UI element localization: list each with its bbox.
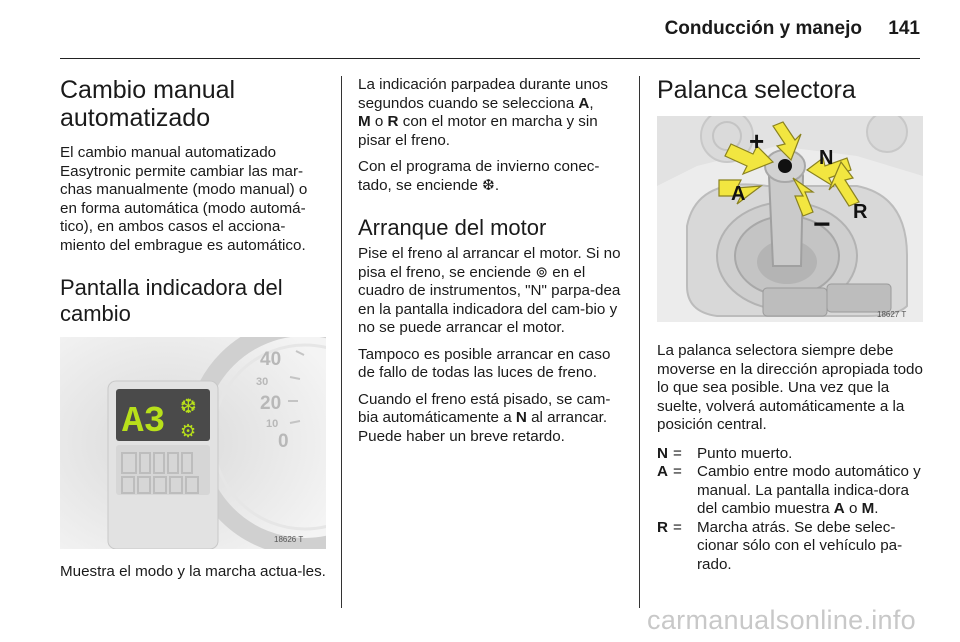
section-title-palanca: Palanca selectora xyxy=(657,76,856,104)
gear-display-figure xyxy=(60,337,326,549)
paragraph-pise-freno: Pise el freno al arrancar el motor. Si no pisa el freno, se enciende ⊚ en el cuadro de instrumentos, "N" parpa-dea en la pantalla indicadora del cam-bio y no se puede arrancar el motor. xyxy=(358,245,621,336)
header-rule xyxy=(60,58,920,59)
position-definitions xyxy=(657,445,923,575)
section-title-cambio-manual: Cambio manual automatizado xyxy=(60,76,236,132)
brake-warning-icon: ⊚ xyxy=(535,263,549,281)
column-3 xyxy=(657,76,923,574)
label-n: N xyxy=(819,147,834,169)
selector-lever-illustration xyxy=(657,116,923,322)
paragraph-indicacion: La indicación parpadea durante unos segundos cuando se selecciona A, M o R con el motor en marcha y sin pisar el freno. xyxy=(358,76,608,149)
label-minus: − xyxy=(813,208,831,241)
figure-caption: Muestra el modo y la marcha actua-les. xyxy=(60,563,326,580)
lever-center-dot xyxy=(778,159,792,173)
column-1 xyxy=(60,76,326,590)
paragraph-luces-freno: Tampoco es posible arrancar en caso de fallo de todas las luces de freno. xyxy=(358,345,611,381)
paragraph-freno-pisado: Cuando el freno está pisado, se cam-bia automáticamente a N al arrancar. Puede haber un breve retardo. xyxy=(358,390,611,445)
watermark: carmanualsonline.info xyxy=(647,605,916,635)
column-divider-2 xyxy=(639,76,640,608)
section-title-arranque: Arranque del motor xyxy=(358,215,547,240)
definition-r: R = Marcha atrás. Se debe selec-cionar sólo con el vehículo pa-rado. xyxy=(657,518,903,573)
gear-display-illustration xyxy=(60,337,326,549)
page-number: 141 xyxy=(888,18,920,39)
column-2 xyxy=(358,76,624,454)
label-r: R xyxy=(853,201,868,223)
selector-lever-figure xyxy=(657,116,923,322)
figure-number-18626: 18626 T xyxy=(274,535,304,544)
header-title: Conducción y manejo xyxy=(664,18,862,39)
gear-readout: A3 xyxy=(122,401,166,442)
paragraph-palanca: La palanca selectora siempre debe moverse en la dirección apropiada todo lo que sea posible. Una vez que la suelte, volverá automáticamente a la posición central. xyxy=(657,342,923,433)
column-divider-1 xyxy=(341,76,342,608)
paragraph-invierno: Con el programa de invierno conec-tado, se enciende ❆. xyxy=(358,158,600,194)
speed-tick-40: 40 xyxy=(260,349,282,370)
snowflake-icon: ❆ xyxy=(180,394,197,418)
speed-tick-30: 30 xyxy=(256,376,269,388)
speed-tick-20: 20 xyxy=(260,393,282,414)
speed-tick-10: 10 xyxy=(266,418,279,430)
definition-a: A = Cambio entre modo automático y manual. La pantalla indica-dora del cambio muestra A o M. xyxy=(657,463,921,517)
sport-icon: ⚙ xyxy=(180,421,197,442)
label-plus: + xyxy=(749,126,765,156)
speed-tick-0: 0 xyxy=(278,431,289,452)
paragraph-easytronic: El cambio manual automatizado Easytronic permite cambiar las mar-chas manualmente (modo manual) o en forma automática (modo automá-tico), en ambos casos el acciona-miento del embrague es automático. xyxy=(60,144,308,254)
section-title-pantalla: Pantalla indicadora del cambio xyxy=(60,275,283,326)
label-a: A xyxy=(731,183,746,205)
snowflake-icon: ❆ xyxy=(482,176,495,194)
figure-number-18627: 18627 T xyxy=(877,310,907,319)
definition-n: N = Punto muerto. xyxy=(657,444,793,462)
